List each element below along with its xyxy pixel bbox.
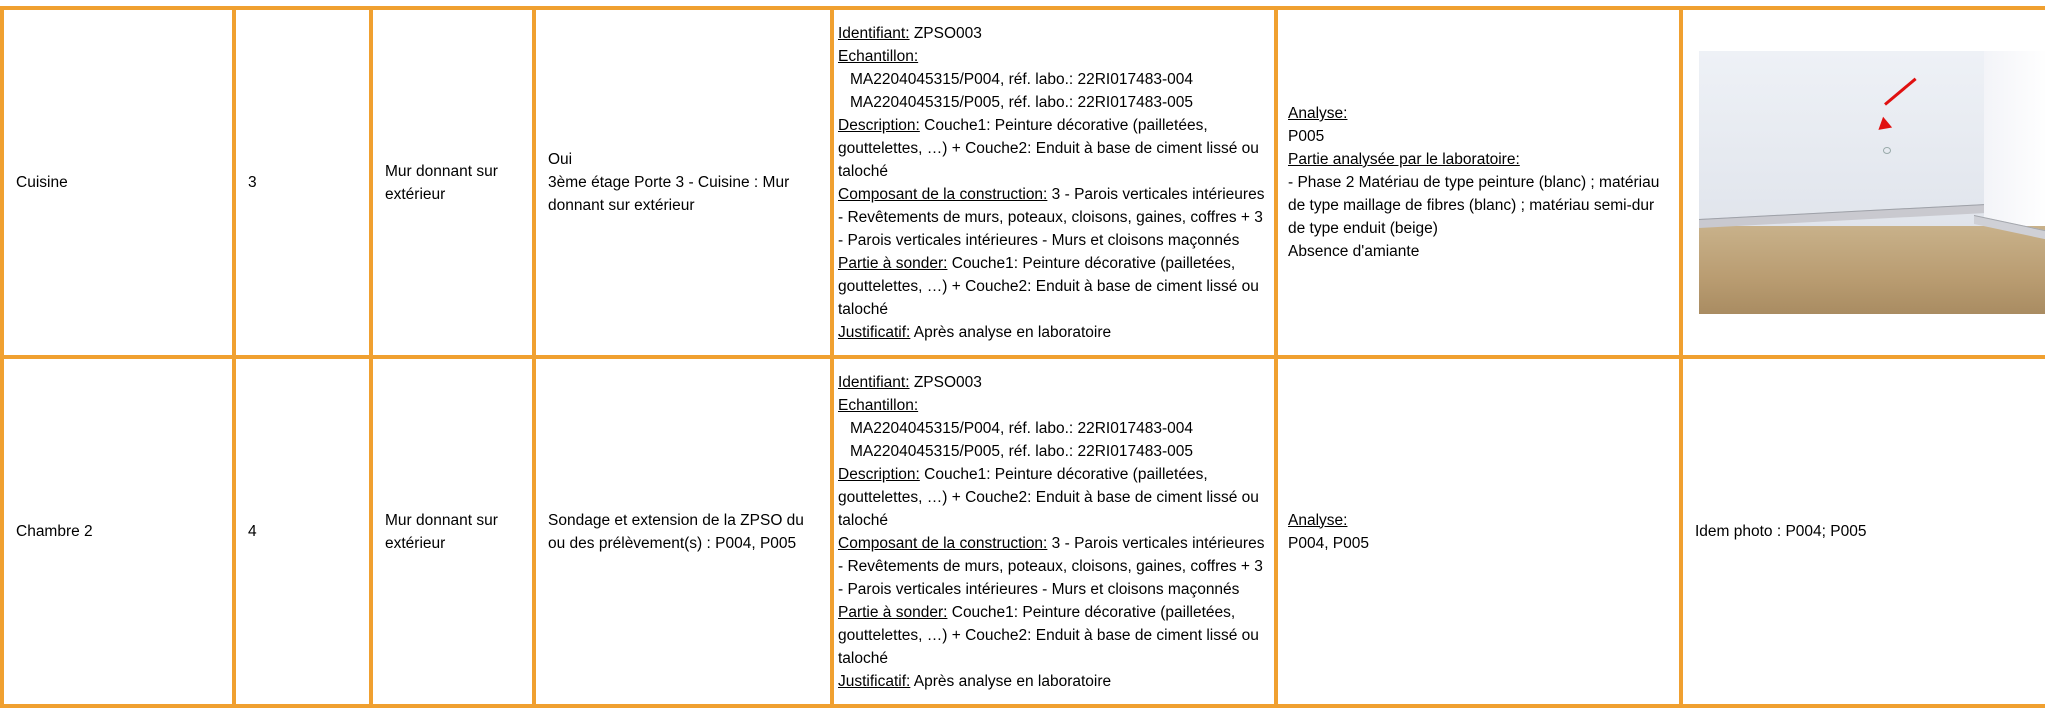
composant-value: 3 - Parois verticales intérieures - Revêtements de murs, poteaux, cloisons, gaines, coffres + 3 - Parois verticales intérieures - Murs et cloisons maçonnés	[838, 534, 1265, 598]
composant-label: Composant de la construction:	[838, 534, 1048, 552]
cell-piece: Cuisine	[2, 8, 234, 357]
partie-labo-line: Absence d'amiante	[1288, 243, 1420, 260]
cell-localisation: Mur donnant sur extérieur	[371, 8, 534, 357]
prelevement-line: 3ème étage Porte 3 - Cuisine : Mur donnant sur extérieur	[548, 174, 790, 214]
prelevement-line: Oui	[548, 151, 573, 168]
cell-photo	[1681, 8, 2045, 357]
photo-skirting	[1699, 204, 1984, 228]
composant-line	[838, 183, 1266, 252]
analyse-value: P005	[1288, 128, 1325, 145]
description-value: Couche1: Peinture décorative (pailletées, gouttelettes, …) + Couche2: Enduit à base de ciment lissé ou taloché	[838, 465, 1259, 529]
analyse-label: Analyse:	[1288, 511, 1348, 529]
cell-photo: Idem photo : P004; P005	[1681, 357, 2045, 706]
echantillon-label: Echantillon:	[838, 47, 919, 65]
arrow-head-icon	[1874, 117, 1892, 135]
cell-prelevement	[534, 357, 832, 706]
cell-piece: Chambre 2	[2, 357, 234, 706]
identifiant-line	[838, 22, 1266, 45]
prelevement-line: Sondage et extension de la ZPSO du ou des prélèvement(s) : P004, P005	[548, 511, 804, 552]
cell-niveau: 4	[234, 357, 371, 706]
composant-label: Composant de la construction:	[838, 185, 1048, 203]
justificatif-line	[838, 321, 1266, 344]
description-value: Couche1: Peinture décorative (pailletées, gouttelettes, …) + Couche2: Enduit à base de ciment lissé ou taloché	[838, 116, 1259, 180]
echantillon-label: Echantillon:	[838, 396, 919, 414]
cell-niveau: 3	[234, 8, 371, 357]
identifiant-line	[838, 371, 1266, 394]
cell-prelevement	[534, 8, 832, 357]
cell-description	[832, 8, 1276, 357]
cell-analyse	[1276, 8, 1681, 357]
partie-labo-line: - Phase 2 Matériau de type peinture (blanc) ; matériau de type maillage de fibres (blanc) ; matériau semi-dur de type enduit (beige)	[1288, 174, 1660, 237]
cell-localisation: Mur donnant sur extérieur	[371, 357, 534, 706]
partie-value: Couche1: Peinture décorative (pailletées, gouttelettes, …) + Couche2: Enduit à base de ciment lissé ou taloché	[838, 254, 1259, 318]
description-line	[838, 463, 1266, 532]
photo-wall	[1984, 51, 2045, 226]
partie-label: Partie à sonder:	[838, 254, 948, 272]
justificatif-line	[838, 670, 1266, 693]
photo-floor	[1699, 226, 2045, 314]
table-row	[2, 8, 2045, 357]
report-table	[0, 6, 2045, 708]
description-label: Description:	[838, 116, 920, 134]
justificatif-label: Justificatif:	[838, 672, 911, 690]
analyse-label: Analyse:	[1288, 105, 1348, 122]
identifiant-label: Identifiant:	[838, 373, 910, 391]
justificatif-label: Justificatif:	[838, 323, 911, 341]
justificatif-value: Après analyse en laboratoire	[910, 323, 1112, 341]
sample-mark	[1883, 147, 1891, 154]
composant-value: 3 - Parois verticales intérieures - Revêtements de murs, poteaux, cloisons, gaines, coffres + 3 - Parois verticales intérieures - Murs et cloisons maçonnés	[838, 185, 1265, 249]
arrow-icon	[1884, 78, 1917, 106]
echantillon-item: MA2204045315/P005, réf. labo.: 22RI017483-005	[850, 93, 1193, 111]
description-line	[838, 114, 1266, 183]
cell-analyse	[1276, 357, 1681, 706]
analyse-value: P004, P005	[1288, 534, 1370, 552]
partie-value: Couche1: Peinture décorative (pailletées, gouttelettes, …) + Couche2: Enduit à base de ciment lissé ou taloché	[838, 603, 1259, 667]
identifiant-value: ZPSO003	[909, 24, 982, 42]
identifiant-value: ZPSO003	[909, 373, 982, 391]
table-row	[2, 357, 2045, 706]
echantillon-item: MA2204045315/P004, réf. labo.: 22RI017483-004	[850, 419, 1193, 437]
sample-photo	[1699, 51, 2045, 314]
composant-line	[838, 532, 1266, 601]
partie-line	[838, 601, 1266, 670]
cell-description	[832, 357, 1276, 706]
partie-line	[838, 252, 1266, 321]
partie-label: Partie à sonder:	[838, 603, 948, 621]
echantillon-item: MA2204045315/P004, réf. labo.: 22RI017483-004	[850, 70, 1193, 88]
description-label: Description:	[838, 465, 920, 483]
justificatif-value: Après analyse en laboratoire	[910, 672, 1112, 690]
partie-labo-label: Partie analysée par le laboratoire:	[1288, 151, 1520, 168]
echantillon-item: MA2204045315/P005, réf. labo.: 22RI017483-005	[850, 442, 1193, 460]
identifiant-label: Identifiant:	[838, 24, 910, 42]
